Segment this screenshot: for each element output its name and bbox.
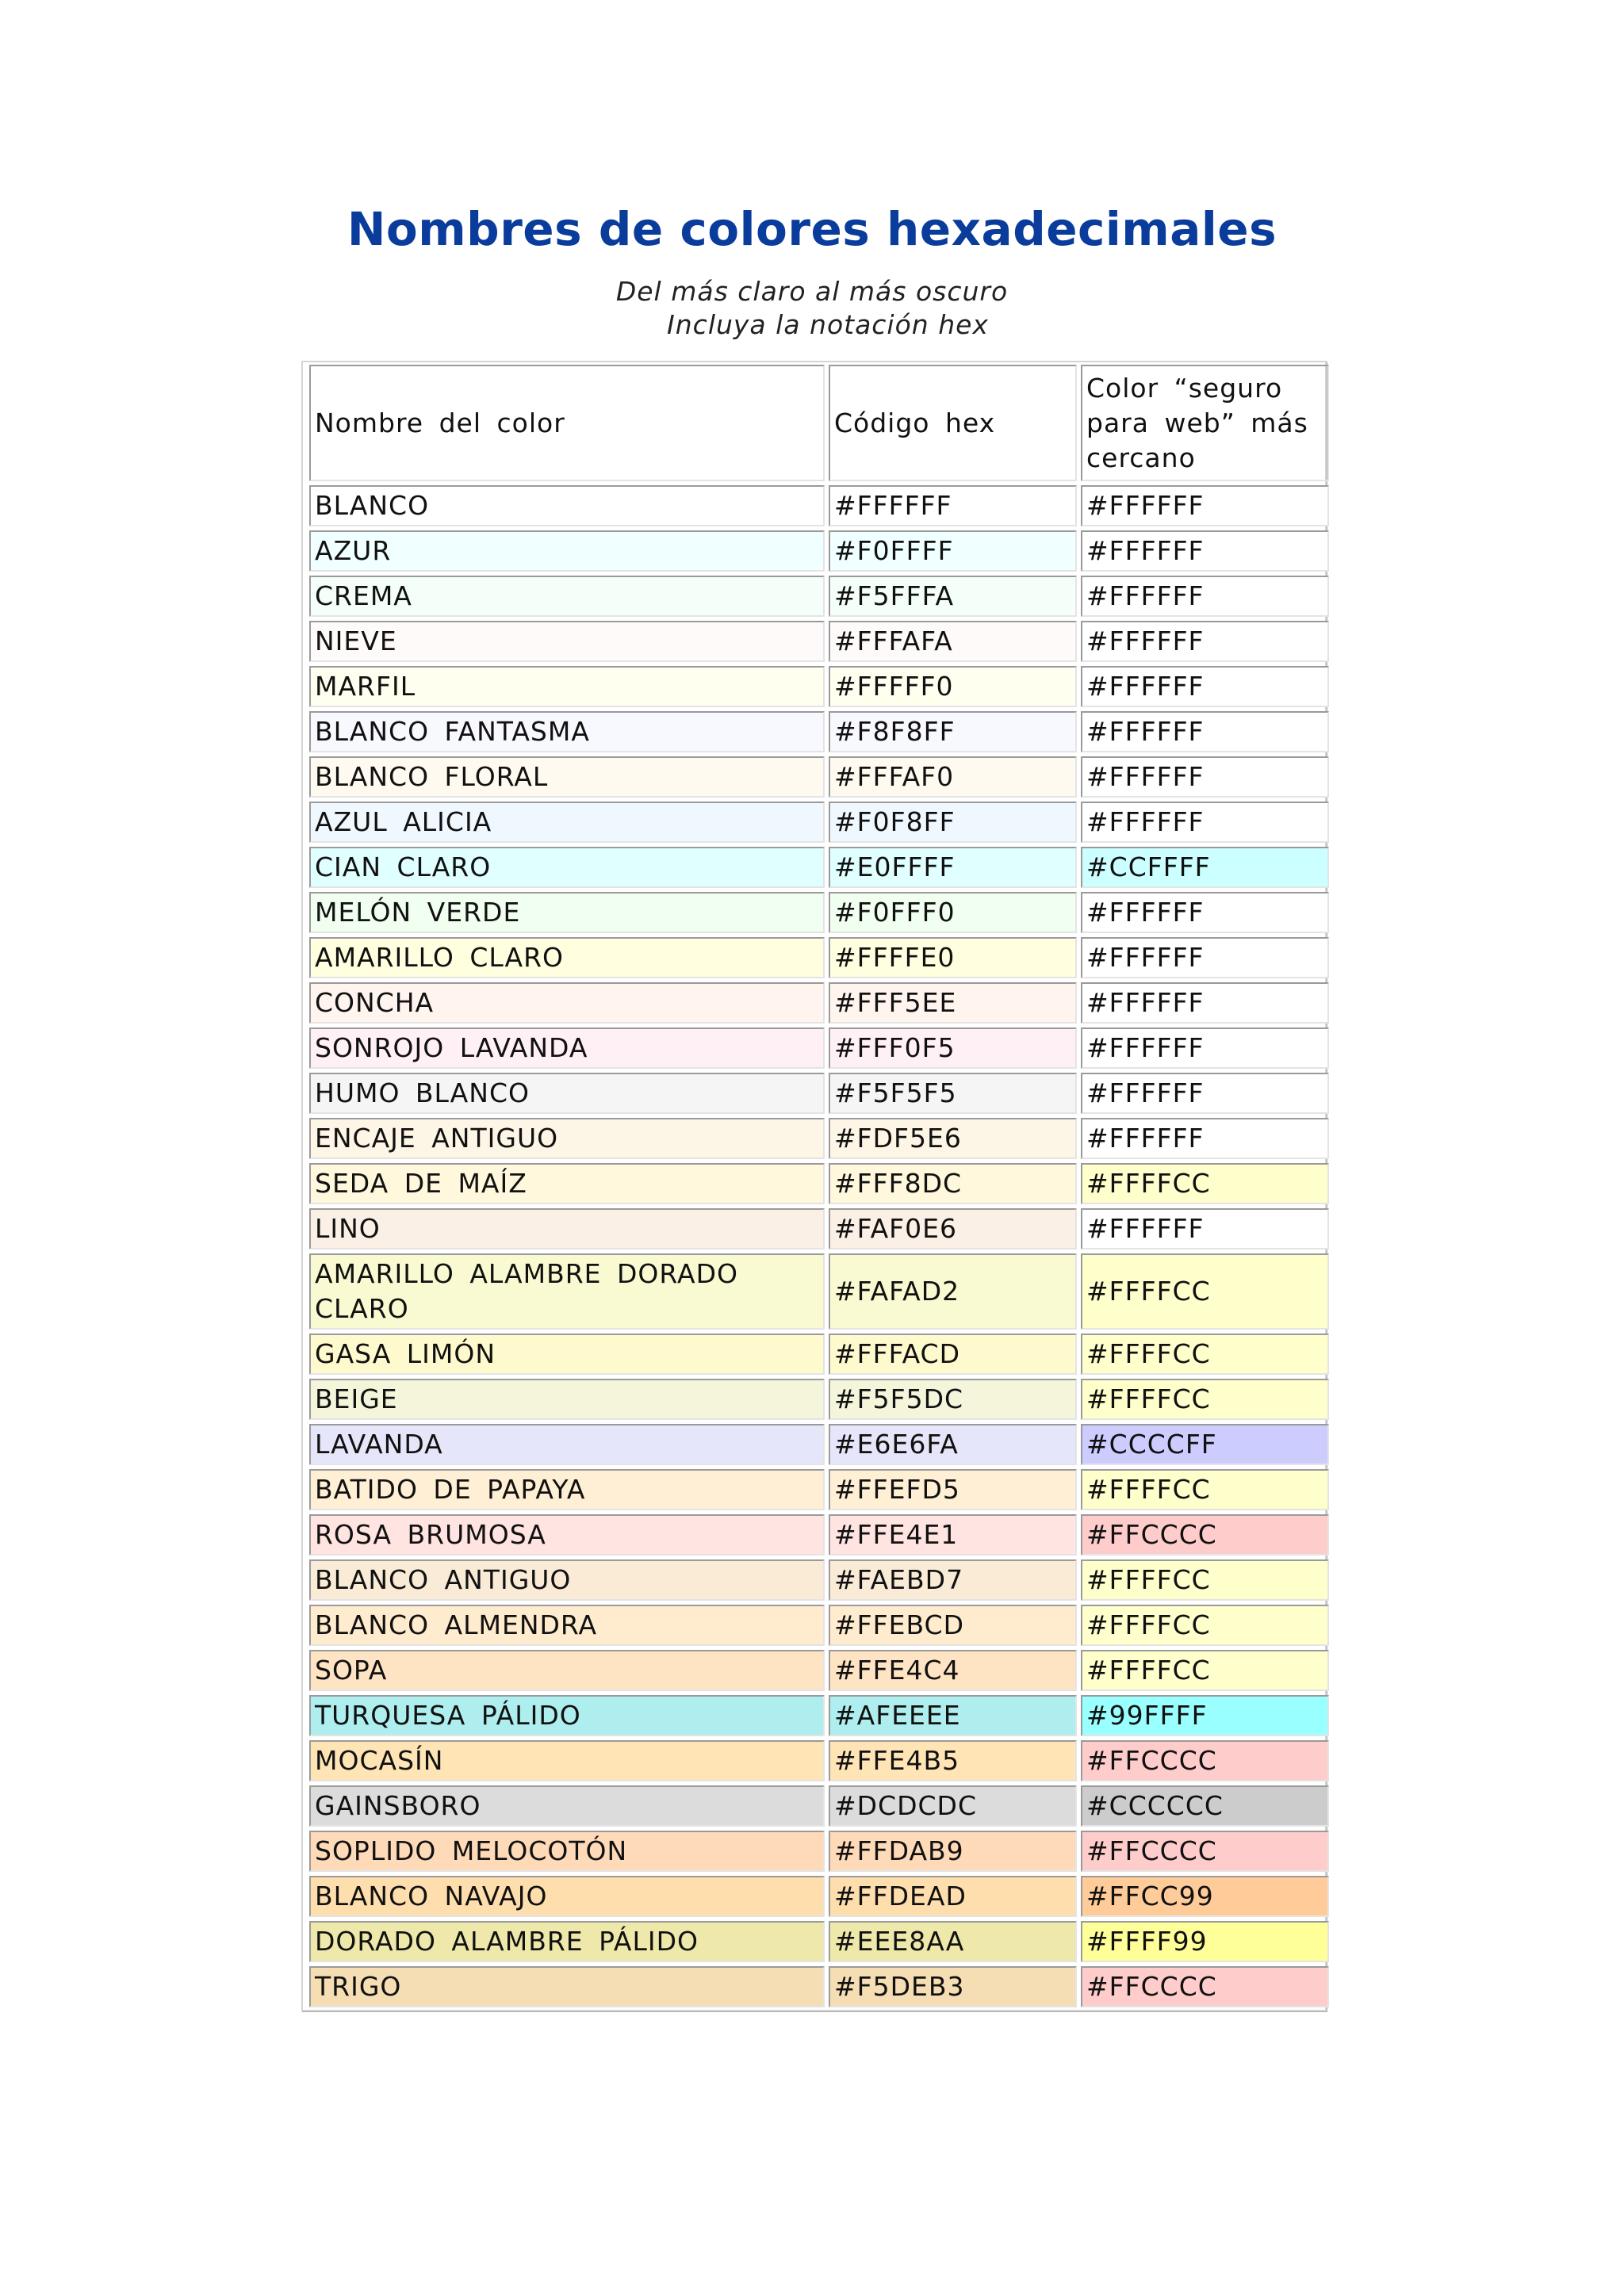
color-name-cell: AZUL ALICIA <box>309 802 825 843</box>
hex-code-cell: #FAEBD7 <box>829 1559 1077 1601</box>
hex-code-cell: #FFF5EE <box>829 982 1077 1024</box>
color-name-cell: CIAN CLARO <box>309 847 825 888</box>
hex-code-cell: #F5F5DC <box>829 1379 1077 1420</box>
hex-code-cell: #EEE8AA <box>829 1921 1077 1962</box>
web-safe-color-cell: #FFCCCC <box>1081 1966 1329 2007</box>
table-row <box>309 1514 1329 1556</box>
hex-code-cell: #FFFACD <box>829 1334 1077 1375</box>
header-color-name: Nombre del color <box>309 365 825 481</box>
hex-code-cell: #FFF8DC <box>829 1163 1077 1204</box>
hex-code-cell: #FAF0E6 <box>829 1208 1077 1249</box>
table-header-row <box>309 365 1329 481</box>
table-row <box>309 1469 1329 1510</box>
table-row <box>309 1785 1329 1827</box>
web-safe-color-cell: #FFFFFF <box>1081 802 1329 843</box>
hex-code-cell: #FFFFF0 <box>829 666 1077 707</box>
web-safe-color-cell: #FFFF99 <box>1081 1921 1329 1962</box>
table-row <box>309 1831 1329 1872</box>
header-hex-code: Código hex <box>829 365 1077 481</box>
table-row <box>309 711 1329 752</box>
table-row <box>309 937 1329 978</box>
web-safe-color-cell: #FFFFFF <box>1081 485 1329 526</box>
web-safe-color-cell: #FFFFFF <box>1081 892 1329 933</box>
hex-code-cell: #F0FFFF <box>829 530 1077 572</box>
web-safe-color-cell: #FFFFFF <box>1081 1118 1329 1159</box>
hex-code-cell: #FFE4B5 <box>829 1740 1077 1781</box>
web-safe-color-cell: #FFCCCC <box>1081 1831 1329 1872</box>
color-name-cell: AMARILLO CLARO <box>309 937 825 978</box>
hex-code-cell: #F5FFFA <box>829 576 1077 617</box>
table-row <box>309 530 1329 572</box>
color-name-cell: BEIGE <box>309 1379 825 1420</box>
color-table <box>305 361 1333 2011</box>
hex-code-cell: #FFDAB9 <box>829 1831 1077 1872</box>
hex-code-cell: #FFE4E1 <box>829 1514 1077 1556</box>
web-safe-color-cell: #FFFFFF <box>1081 1027 1329 1069</box>
web-safe-color-cell: #FFFFCC <box>1081 1469 1329 1510</box>
header-web-safe-color: Color “seguro para web” más cercano <box>1081 365 1329 481</box>
table-row <box>309 847 1329 888</box>
hex-code-cell: #F5F5F5 <box>829 1073 1077 1114</box>
hex-code-cell: #E6E6FA <box>829 1424 1077 1465</box>
web-safe-color-cell: #FFFFFF <box>1081 576 1329 617</box>
color-name-cell: MOCASÍN <box>309 1740 825 1781</box>
table-row <box>309 1695 1329 1736</box>
web-safe-color-cell: #FFFFCC <box>1081 1605 1329 1646</box>
hex-code-cell: #FFE4C4 <box>829 1650 1077 1691</box>
hex-code-cell: #FFFAF0 <box>829 756 1077 798</box>
color-name-cell: BLANCO FANTASMA <box>309 711 825 752</box>
color-name-cell: BLANCO ALMENDRA <box>309 1605 825 1646</box>
table-row <box>309 982 1329 1024</box>
table-row <box>309 756 1329 798</box>
color-name-cell: BATIDO DE PAPAYA <box>309 1469 825 1510</box>
subtitle-line-2: Incluya la notación hex <box>667 309 989 340</box>
color-name-cell: BLANCO NAVAJO <box>309 1876 825 1917</box>
hex-code-cell: #FFFFE0 <box>829 937 1077 978</box>
web-safe-color-cell: #FFFFCC <box>1081 1253 1329 1330</box>
hex-code-cell: #E0FFFF <box>829 847 1077 888</box>
table-row <box>309 1027 1329 1069</box>
table-row <box>309 1559 1329 1601</box>
web-safe-color-cell: #FFFFFF <box>1081 937 1329 978</box>
table-row <box>309 892 1329 933</box>
hex-code-cell: #FFFAFA <box>829 621 1077 662</box>
table-row <box>309 576 1329 617</box>
web-safe-color-cell: #FFFFFF <box>1081 666 1329 707</box>
web-safe-color-cell: #CCFFFF <box>1081 847 1329 888</box>
color-name-cell: ENCAJE ANTIGUO <box>309 1118 825 1159</box>
table-row <box>309 1073 1329 1114</box>
color-name-cell: AMARILLO ALAMBRE DORADO CLARO <box>309 1253 825 1330</box>
color-name-cell: SOPLIDO MELOCOTÓN <box>309 1831 825 1872</box>
web-safe-color-cell: #FFFFCC <box>1081 1163 1329 1204</box>
color-name-cell: NIEVE <box>309 621 825 662</box>
table-row <box>309 621 1329 662</box>
table-row <box>309 1118 1329 1159</box>
web-safe-color-cell: #CCCCFF <box>1081 1424 1329 1465</box>
table-row <box>309 1876 1329 1917</box>
web-safe-color-cell: #FFFFFF <box>1081 982 1329 1024</box>
color-name-cell: BLANCO <box>309 485 825 526</box>
table-row <box>309 1424 1329 1465</box>
table-row <box>309 1740 1329 1781</box>
table-row <box>309 1650 1329 1691</box>
web-safe-color-cell: #FFFFCC <box>1081 1650 1329 1691</box>
web-safe-color-cell: #FFFFFF <box>1081 756 1329 798</box>
hex-code-cell: #AFEEEE <box>829 1695 1077 1736</box>
table-row <box>309 1379 1329 1420</box>
hex-code-cell: #F5DEB3 <box>829 1966 1077 2007</box>
hex-code-cell: #FFF0F5 <box>829 1027 1077 1069</box>
web-safe-color-cell: #FFCC99 <box>1081 1876 1329 1917</box>
hex-code-cell: #F8F8FF <box>829 711 1077 752</box>
web-safe-color-cell: #CCCCCC <box>1081 1785 1329 1827</box>
color-name-cell: LAVANDA <box>309 1424 825 1465</box>
subtitle-line-1: Del más claro al más oscuro <box>615 276 1009 307</box>
web-safe-color-cell: #FFFFFF <box>1081 1073 1329 1114</box>
color-name-cell: SONROJO LAVANDA <box>309 1027 825 1069</box>
color-name-cell: BLANCO FLORAL <box>309 756 825 798</box>
table-row <box>309 666 1329 707</box>
web-safe-color-cell: #FFFFCC <box>1081 1379 1329 1420</box>
table-row <box>309 1208 1329 1249</box>
hex-code-cell: #F0F8FF <box>829 802 1077 843</box>
web-safe-color-cell: #FFCCCC <box>1081 1740 1329 1781</box>
table-row <box>309 1921 1329 1962</box>
web-safe-color-cell: #99FFFF <box>1081 1695 1329 1736</box>
hex-code-cell: #FFEBCD <box>829 1605 1077 1646</box>
color-name-cell: LINO <box>309 1208 825 1249</box>
color-name-cell: CREMA <box>309 576 825 617</box>
color-table-container <box>301 361 1327 2011</box>
web-safe-color-cell: #FFFFFF <box>1081 530 1329 572</box>
hex-code-cell: #FFFFFF <box>829 485 1077 526</box>
page-title: Nombres de colores hexadecimales <box>347 202 1277 256</box>
color-name-cell: TRIGO <box>309 1966 825 2007</box>
table-row <box>309 485 1329 526</box>
web-safe-color-cell: #FFFFCC <box>1081 1559 1329 1601</box>
color-name-cell: SEDA DE MAÍZ <box>309 1163 825 1204</box>
color-name-cell: AZUR <box>309 530 825 572</box>
hex-code-cell: #DCDCDC <box>829 1785 1077 1827</box>
color-name-cell: HUMO BLANCO <box>309 1073 825 1114</box>
color-name-cell: BLANCO ANTIGUO <box>309 1559 825 1601</box>
color-name-cell: GAINSBORO <box>309 1785 825 1827</box>
web-safe-color-cell: #FFFFFF <box>1081 1208 1329 1249</box>
table-row <box>309 1334 1329 1375</box>
color-name-cell: TURQUESA PÁLIDO <box>309 1695 825 1736</box>
table-row <box>309 1163 1329 1204</box>
hex-code-cell: #FFDEAD <box>829 1876 1077 1917</box>
web-safe-color-cell: #FFFFCC <box>1081 1334 1329 1375</box>
table-row <box>309 1253 1329 1330</box>
color-name-cell: ROSA BRUMOSA <box>309 1514 825 1556</box>
table-row <box>309 1605 1329 1646</box>
color-name-cell: MELÓN VERDE <box>309 892 825 933</box>
web-safe-color-cell: #FFCCCC <box>1081 1514 1329 1556</box>
hex-code-cell: #F0FFF0 <box>829 892 1077 933</box>
color-name-cell: MARFIL <box>309 666 825 707</box>
table-row <box>309 1966 1329 2007</box>
color-name-cell: CONCHA <box>309 982 825 1024</box>
table-row <box>309 802 1329 843</box>
color-name-cell: GASA LIMÓN <box>309 1334 825 1375</box>
color-name-cell: DORADO ALAMBRE PÁLIDO <box>309 1921 825 1962</box>
web-safe-color-cell: #FFFFFF <box>1081 621 1329 662</box>
color-name-cell: SOPA <box>309 1650 825 1691</box>
hex-code-cell: #FDF5E6 <box>829 1118 1077 1159</box>
hex-code-cell: #FFEFD5 <box>829 1469 1077 1510</box>
web-safe-color-cell: #FFFFFF <box>1081 711 1329 752</box>
hex-code-cell: #FAFAD2 <box>829 1253 1077 1330</box>
